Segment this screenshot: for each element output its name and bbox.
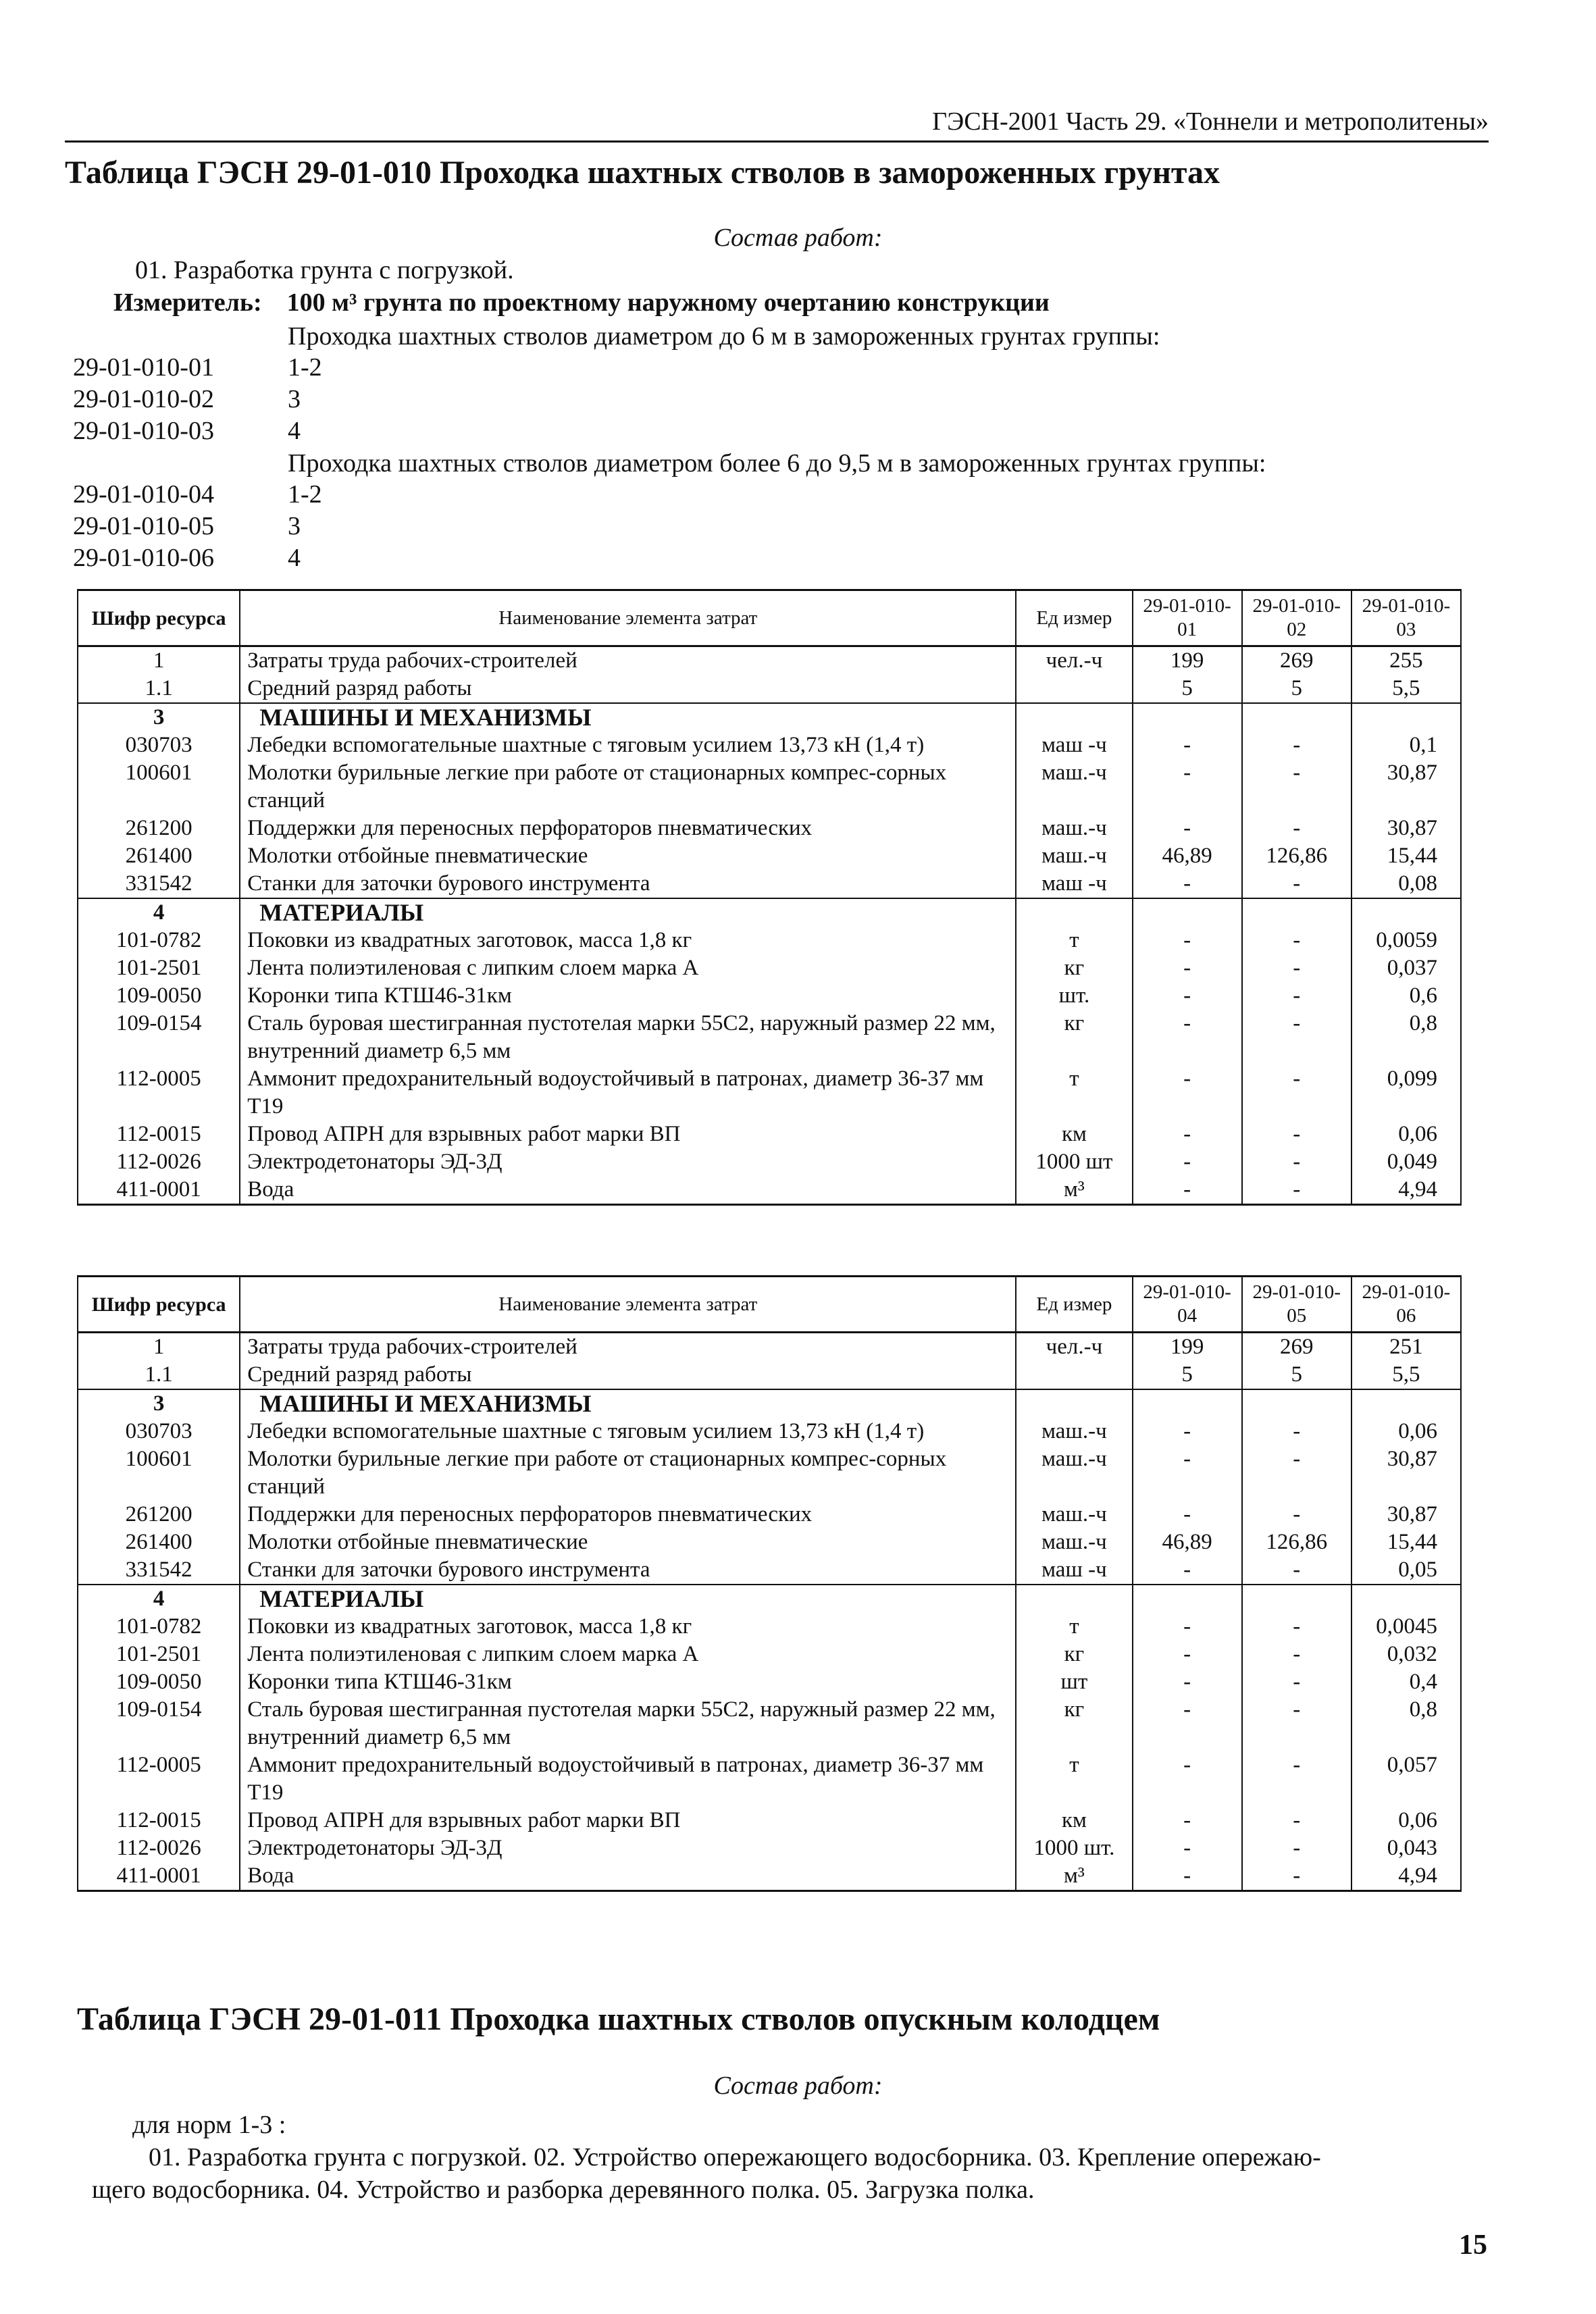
table-row: 109-0154 Сталь буровая шестигранная пустотелая марки 55С2, наружный размер 22 мм, внутренний диаметр 6,5 мм кг - - 0,8 [78,1696,1461,1751]
group2-heading: Проходка шахтных стволов диаметром более 6 до 9,5 м в замороженных грунтах группы: [288,449,1266,478]
section-row-machines: 3 МАШИНЫ И МЕХАНИЗМЫ [78,703,1461,731]
measure-line [113,288,1050,317]
composition-heading-011: Состав работ: [713,2072,883,2100]
table-row: 100601 Молотки бурильные легкие при работе от стационарных компрес-сорных станций маш.-ч - - 30,87 [78,759,1461,815]
table-row: 261200 Поддержки для переносных перфораторов пневматических маш.-ч - - 30,87 [78,1501,1461,1528]
resource-table-2 [77,1275,1462,1892]
table-row: 101-0782 Поковки из квадратных заготовок, масса 1,8 кг т - - 0,0059 [78,927,1461,954]
table-row: 1 Затраты труда рабочих-строителей чел.-ч 199 269 251 [78,1333,1461,1362]
table-row: 109-0050 Коронки типа КТШ46-31км шт - - 0,4 [78,1668,1461,1696]
header-code: Шифр ресурса [78,1277,240,1333]
header-unit: Ед измер [1016,590,1132,646]
table-row: 112-0005 Аммонит предохранительный водоустойчивый в патронах, диаметр 36-37 мм Т19 т - - 0,057 [78,1751,1461,1807]
header-norm-4: 29-01-010-04 [1133,1277,1242,1333]
table-row: 030703 Лебедки вспомогательные шахтные с тяговым усилием 13,73 кН (1,4 т) маш.-ч - - 0,06 [78,1418,1461,1445]
group1-heading: Проходка шахтных стволов диаметром до 6 м в замороженных грунтах группы: [288,322,1160,351]
resource-table-1 [77,589,1462,1206]
norms-label: для норм 1-3 : [132,2111,286,2139]
page-number: 15 [1459,2230,1487,2261]
table-row: 109-0154 Сталь буровая шестигранная пустотелая марки 55С2, наружный размер 22 мм, внутренний диаметр 6,5 мм кг - - 0,8 [78,1010,1461,1065]
code-list-row: 29-01-010-03 4 [73,417,301,445]
composition-line-1: 01. Разработка грунта с погрузкой. 02. Устройство опережающего водосборника. 03. Крепление опережаю- [149,2143,1321,2171]
table-row: 331542 Станки для заточки бурового инструмента маш -ч - - 0,08 [78,870,1461,898]
header-name: Наименование элемента затрат [240,590,1016,646]
code-list-row: 29-01-010-01 1-2 [73,353,322,382]
table-row: 1.1 Средний разряд работы 5 5 5,5 [78,675,1461,703]
table-row: 112-0005 Аммонит предохранительный водоустойчивый в патронах, диаметр 36-37 мм Т19 т - - 0,099 [78,1065,1461,1121]
section-row-materials: 4 МАТЕРИАЛЫ [78,1585,1461,1613]
table-011-title: Таблица ГЭСН 29-01-011 Проходка шахтных стволов опускным колодцем [77,2001,1160,2037]
measure-label: Измеритель: [113,288,262,317]
code-list-row: 29-01-010-04 1-2 [73,480,322,509]
header-norm-2: 29-01-010-02 [1242,590,1352,646]
table-row: 331542 Станки для заточки бурового инструмента маш -ч - - 0,05 [78,1556,1461,1585]
section-row-machines: 3 МАШИНЫ И МЕХАНИЗМЫ [78,1389,1461,1418]
table-row: 112-0026 Электродетонаторы ЭД-3Д 1000 шт. - - 0,043 [78,1834,1461,1862]
table-row: 411-0001 Вода м³ - - 4,94 [78,1862,1461,1891]
header-unit: Ед измер [1016,1277,1132,1333]
composition-text-010: 01. Разработка грунта с погрузкой. [135,256,514,284]
table-row: 411-0001 Вода м³ - - 4,94 [78,1176,1461,1205]
table-010-title: Таблица ГЭСН 29-01-010 Проходка шахтных стволов в замороженных грунтах [65,155,1220,190]
table-row: 030703 Лебедки вспомогательные шахтные с тяговым усилием 13,73 кН (1,4 т) маш -ч - - 0,1 [78,731,1461,759]
table-row: 261400 Молотки отбойные пневматические маш.-ч 46,89 126,86 15,44 [78,842,1461,870]
header-norm-5: 29-01-010-05 [1242,1277,1352,1333]
table-row: 1.1 Средний разряд работы 5 5 5,5 [78,1361,1461,1389]
header-norm-1: 29-01-010-01 [1133,590,1242,646]
code-list-row: 29-01-010-02 3 [73,385,301,413]
composition-line-2: щего водосборника. 04. Устройство и разборка деревянного полка. 05. Загрузка полка. [92,2176,1035,2204]
measure-value: 100 м³ грунта по проектному наружному очертанию конструкции [286,288,1050,317]
header-norm-3: 29-01-010-03 [1352,590,1461,646]
table-row: 112-0015 Провод АПРН для взрывных работ марки ВП км - - 0,06 [78,1807,1461,1834]
table-row: 109-0050 Коронки типа КТШ46-31км шт. - - 0,6 [78,982,1461,1010]
header-name: Наименование элемента затрат [240,1277,1016,1333]
table-row: 101-0782 Поковки из квадратных заготовок, масса 1,8 кг т - - 0,0045 [78,1613,1461,1641]
code-list-row: 29-01-010-06 4 [73,544,301,572]
composition-heading-010: Состав работ: [713,224,883,252]
table-row: 112-0015 Провод АПРН для взрывных работ марки ВП км - - 0,06 [78,1121,1461,1148]
table-row: 112-0026 Электродетонаторы ЭД-3Д 1000 шт - - 0,049 [78,1148,1461,1176]
table-row: 101-2501 Лента полиэтиленовая с липким слоем марка А кг - - 0,037 [78,954,1461,982]
table-row: 1 Затраты труда рабочих-строителей чел.-ч 199 269 255 [78,646,1461,675]
header-code: Шифр ресурса [78,590,240,646]
section-row-materials: 4 МАТЕРИАЛЫ [78,898,1461,927]
code-list-row: 29-01-010-05 3 [73,512,301,540]
table-row: 261200 Поддержки для переносных перфораторов пневматических маш.-ч - - 30,87 [78,815,1461,842]
header-norm-6: 29-01-010-06 [1352,1277,1461,1333]
running-header: ГЭСН-2001 Часть 29. «Тоннели и метрополитены» [65,107,1489,143]
table-row: 261400 Молотки отбойные пневматические маш.-ч 46,89 126,86 15,44 [78,1528,1461,1556]
table-row: 100601 Молотки бурильные легкие при работе от стационарных компрес-сорных станций маш.-ч - - 30,87 [78,1445,1461,1501]
table-row: 101-2501 Лента полиэтиленовая с липким слоем марка А кг - - 0,032 [78,1641,1461,1668]
